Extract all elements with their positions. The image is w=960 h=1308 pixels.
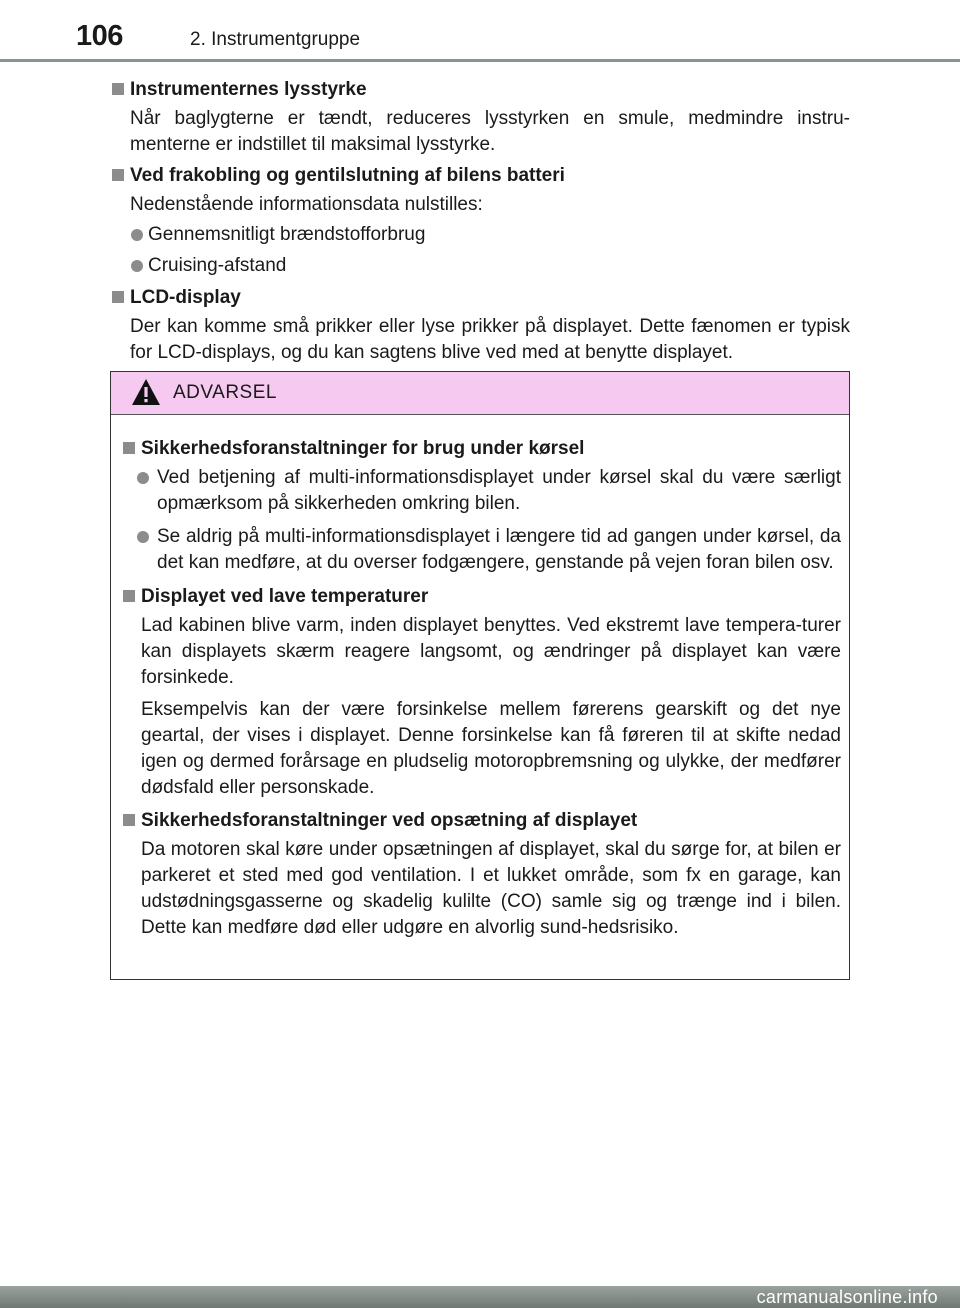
round-bullet-icon	[131, 229, 143, 241]
round-bullet-icon	[137, 472, 149, 484]
page-header	[0, 0, 960, 62]
warning-paragraph: Da motoren skal køre under opsætningen af displayet, skal du sørge for, at bilen er parkeret et sted med god ventilation. I et lukket område, som fx en garage, kan udstødningsgasserne og skadelig kulilte (CO) samle sig og trænge ind i bilen. Dette kan medføre død eller udgøre en alvorlig sund-hedsrisiko.	[141, 839, 841, 938]
warning-box	[110, 371, 850, 980]
main-content	[110, 74, 850, 370]
warning-section-title: Sikkerhedsforanstaltninger ved opsætning af displayet	[121, 807, 841, 834]
section-title: Ved frakobling og gentilslutning af bilens batteri	[110, 162, 850, 189]
warning-header	[111, 372, 849, 415]
list-item: Se aldrig på multi-informationsdisplayet i længere tid ad gangen under kørsel, da det kan medføre, at du overser fodgængere, genstande på vejen foran bilen osv.	[121, 524, 841, 576]
page-number: 106	[76, 20, 123, 52]
round-bullet-icon	[131, 260, 143, 272]
square-bullet-icon	[123, 814, 135, 826]
warning-section-title: Displayet ved lave temperaturer	[121, 583, 841, 610]
square-bullet-icon	[112, 291, 124, 303]
warning-paragraph: Eksempelvis kan der være forsinkelse mellem førerens gearskift og det nye geartal, der vises i displayet. Denne forsinkelse kan få føreren til at skifte nedad igen og dermed forårsage en pludselig motoropbremsning og ulykke, der medfører dødsfald eller personskade.	[141, 699, 841, 798]
section-battery	[110, 162, 850, 279]
warning-body	[111, 415, 849, 941]
square-bullet-icon	[123, 590, 135, 602]
section-paragraph: Nedenstående informationsdata nulstilles:	[130, 194, 483, 215]
list-item: Cruising-afstand	[110, 253, 850, 279]
header-rule	[0, 59, 960, 62]
section-lcd	[110, 284, 850, 366]
square-bullet-icon	[123, 442, 135, 454]
section-title: LCD-display	[110, 284, 850, 311]
section-paragraph: Der kan komme små prikker eller lyse prikker på displayet. Dette fænomen er typisk for LCD-displays, og du kan sagtens blive ved med at benytte displayet.	[130, 316, 850, 363]
round-bullet-icon	[137, 531, 149, 543]
square-bullet-icon	[112, 169, 124, 181]
watermark[interactable]: carmanualsonline.info	[756, 1287, 938, 1307]
list-item: Gennemsnitligt brændstofforbrug	[110, 222, 850, 248]
warning-section-title: Sikkerhedsforanstaltninger for brug under kørsel	[121, 435, 841, 462]
section-brightness	[110, 76, 850, 158]
warning-label: ADVARSEL	[173, 382, 277, 403]
section-title: Instrumenternes lysstyrke	[110, 76, 850, 103]
warning-triangle-icon	[131, 378, 161, 406]
square-bullet-icon	[112, 83, 124, 95]
section-paragraph: Når baglygterne er tændt, reduceres lysstyrken en smule, medmindre instru-menterne er indstillet til maksimal lysstyrke.	[130, 108, 850, 155]
warning-paragraph: Lad kabinen blive varm, inden displayet benyttes. Ved ekstremt lave tempera-turer kan displayets skærm reagere langsomt, og ændringer på displayet kan være forsinkede.	[141, 615, 841, 688]
list-item: Ved betjening af multi-informationsdisplayet under kørsel skal du være særligt opmærksom på sikkerheden omkring bilen.	[121, 465, 841, 517]
chapter-title: 2. Instrumentgruppe	[190, 29, 361, 50]
